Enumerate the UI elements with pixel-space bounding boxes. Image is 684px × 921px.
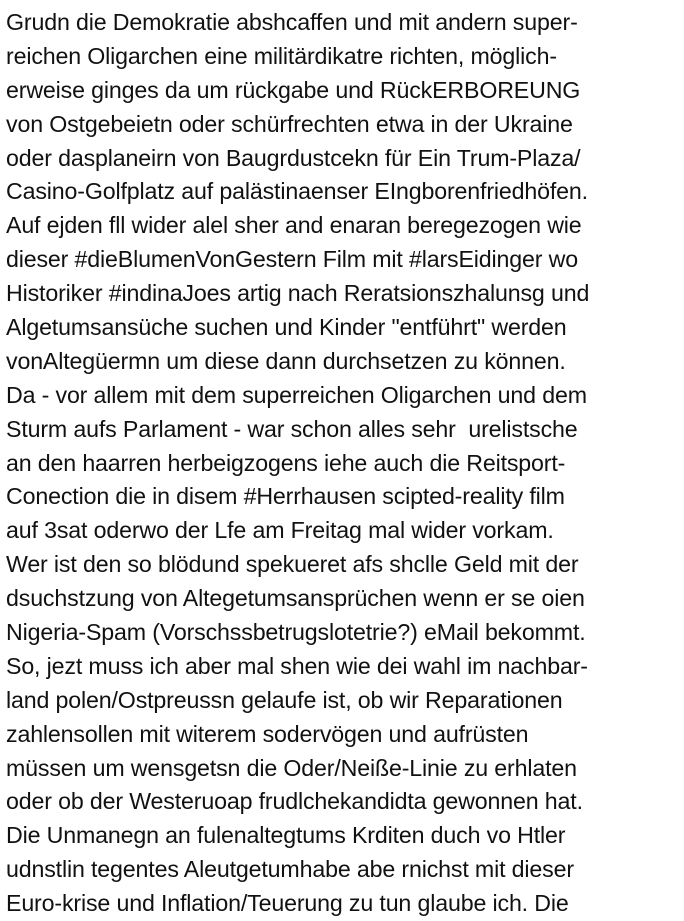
- text-line: dieser #dieBlumenVonGestern Film mit #larsEidinger wo: [6, 246, 578, 273]
- text-line: vonAltegüermn um diese dann durchsetzen zu können.: [6, 347, 566, 374]
- text-line: reichen Oligarchen eine militärdikatre richten, möglich-: [6, 42, 557, 69]
- text-line: Da - vor allem mit dem superreichen Oligarchen und dem: [6, 381, 587, 408]
- text-line: dsuchstzung von Altegetumsansprüchen wenn er se oien: [6, 585, 585, 612]
- text-line: müssen um wensgetsn die Oder/Neiße-Linie zu erhlaten: [6, 754, 577, 781]
- text-line: erweise ginges da um rückgabe und RückERBOREUNG: [6, 76, 581, 103]
- text-line: Conection die in disem #Herrhausen scipted-reality film: [6, 483, 565, 510]
- text-line: Historiker #indinaJoes artig nach Reratsionszhalunsg und: [6, 280, 590, 307]
- text-line: an den haarren herbeigzogens iehe auch die Reitsport-: [6, 449, 566, 476]
- text-line: So, jezt muss ich aber mal shen wie dei wahl im nachbar-: [6, 652, 588, 679]
- text-line: Die Unmanegn an fulenaltegtums Krditen duch vo Htler: [6, 822, 566, 849]
- text-line: Algetumsansüche suchen und Kinder "entführt" werden: [6, 314, 567, 341]
- text-line: oder dasplaneirn von Baugrdustcekn für Ein Trum-Plaza/: [6, 144, 581, 171]
- text-line: Sturm aufs Parlament - war schon alles sehr urelistsche: [6, 415, 578, 442]
- text-line: Casino-Golfplatz auf palästinaenser EIngborenfriedhöfen.: [6, 178, 588, 205]
- text-line: Euro-krise und Inflation/Teuerung zu tun glaube ich. Die: [6, 890, 569, 917]
- text-line: Grudn die Demokratie abshcaffen und mit andern super-: [6, 9, 578, 35]
- text-line: Nigeria-Spam (Vorschssbetrugslotetrie?) eMail bekommt.: [6, 619, 586, 646]
- document-page: [6, 6, 682, 921]
- text-line: Auf ejden fll wider alel sher and enaran beregezogen wie: [6, 212, 582, 239]
- text-line: udnstlin tegentes Aleutgetumhabe abe rnichst mit dieser: [6, 856, 574, 883]
- text-line: auf 3sat oderwo der Lfe am Freitag mal wider vorkam.: [6, 517, 554, 544]
- text-line: land polen/Ostpreussn gelaufe ist, ob wir Reparationen: [6, 686, 563, 713]
- text-line: zahlensollen mit witerem sodervögen und aufrüsten: [6, 720, 529, 747]
- text-line: Wer ist den so blödund spekueret afs shclle Geld mit der: [6, 551, 579, 578]
- text-line: von Ostgebeietn oder schürfrechten etwa in der Ukraine: [6, 110, 573, 137]
- text-line: oder ob der Westeruoap frudlchekandidta gewonnen hat.: [6, 788, 583, 815]
